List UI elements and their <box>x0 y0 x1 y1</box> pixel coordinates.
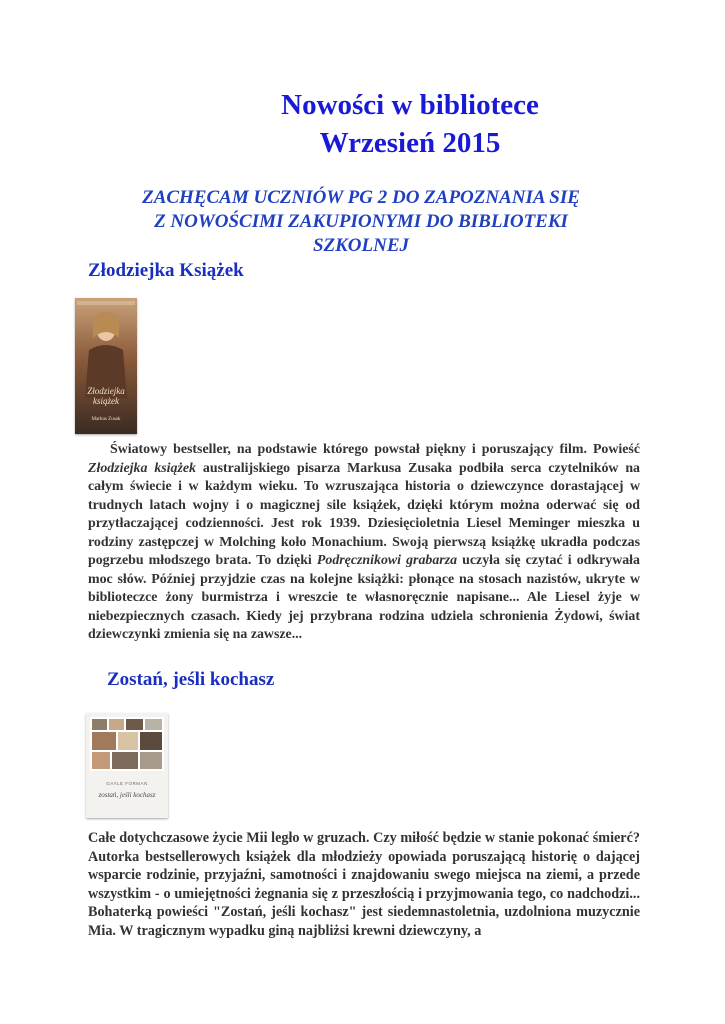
description-text: australijskiego pisarza Markusa Zusaka podbiła serca czytelników na całym świecie i w każdym wieku. To wzruszająca historia o dziewczynce dorastającej w trudnych latach wojny i o magicznej sile książek, dzięki którym można oderwać się od przytłaczającej codzienności. Jest rok 1939. Dziesięcioletnia Liesel Meminger mieszka u rodziny zastępczej w Molching koło Monachium. Swoją pierwszą książkę ukradła podczas pogrzebu młodszego brata. To dzięki <box>88 460 640 568</box>
announcement-line-1: ZACHĘCAM UCZNIÓW PG 2 DO ZAPOZNANIA SIĘ <box>142 187 580 208</box>
description-text: Światowy bestseller, na podstawie którego powstał piękny i poruszający film. Powieść <box>110 442 640 457</box>
book-cover-2 <box>86 713 168 818</box>
page-title-line-1: Nowości w bibliotece <box>281 89 539 121</box>
svg-text:Złodziejka: Złodziejka <box>87 386 125 396</box>
description-text: uczyła się czytać i odkrywała moc słów. Później przyjdzie czas na kolejne książki: płonące na stosach nazistów, ukryte w biblioteczce żony burmistrza i wreszcie te własnoręcznie napisane... Ale Liesel żyje w niebezpiecznych czasach. Kiedy jej przybrana rodzina udziela schronienia Żydowi, świat dziewczynki zmienia się na zawsze... <box>88 553 640 642</box>
book-description-2: Całe dotychczasowe życie Mii legło w gruzach. Czy miłość będzie w stanie pokonać śmierć? Autorka bestsellerowych książek dla młodzieży opowiada poruszającą historię o dającej wsparcie rodzinie, przyjaźni, samotności i znajdowaniu swego miejsca na ziemi, a przede wszystkim - o umiejętności żegnania się z przeszłością i przyjmowania tego, co nadchodzi... Bohaterką powieści "Zostań, jeśli kochasz" jest siedemnastoletnia, uzdolniona muzycznie Mia. W tragicznym wypadku giną najbliżsi krewni dziewczyny, a <box>88 830 640 939</box>
book-cover-1 <box>75 298 137 434</box>
book-description-1 <box>88 441 640 645</box>
book-title-reference: Podręcznikowi grabarza <box>316 553 458 568</box>
announcement-line-3: SZKOLNEJ <box>312 235 410 256</box>
svg-text:książek: książek <box>93 396 119 406</box>
book-title-2: Zostań, jeśli kochasz <box>107 669 275 690</box>
announcement-line-2: Z NOWOŚCIMI ZAKUPIONYMI DO BIBLIOTEKI <box>154 211 568 232</box>
svg-text:zostań, jeśli kochasz: zostań, jeśli kochasz <box>98 791 156 799</box>
svg-text:GAYLE FORMAN: GAYLE FORMAN <box>106 781 148 786</box>
book-title-reference: Złodziejka książek <box>88 460 196 476</box>
svg-text:Markus Zusak: Markus Zusak <box>91 417 121 422</box>
book-title-1: Złodziejka Książek <box>88 260 244 281</box>
page-title-line-2: Wrzesień 2015 <box>319 127 501 159</box>
